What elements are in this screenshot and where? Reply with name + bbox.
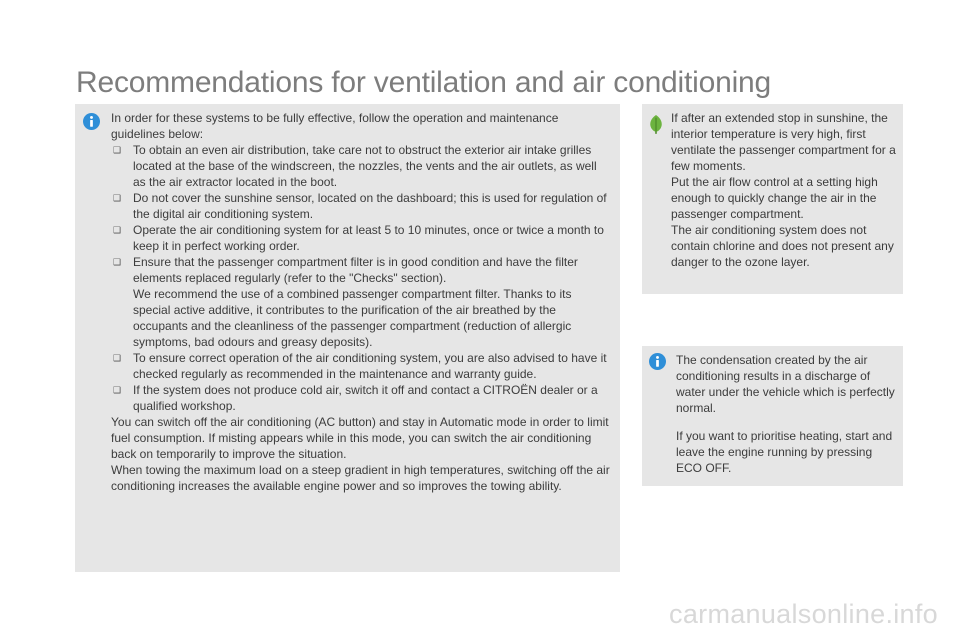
info-icon: [83, 113, 100, 130]
outro-text: You can switch off the air conditioning (AC button) and stay in Automatic mode in order to limit fuel consumption. If misting appears while in this mode, you can switch the air conditioning back on temporarily to improve the situation.: [111, 415, 609, 461]
list-item-text: Operate the air conditioning system for at least 5 to 10 minutes, once or twice a month to keep it in perfect working order.: [133, 223, 604, 253]
list-item: [111, 190, 612, 222]
page-title: Recommendations for ventilation and air conditioning: [76, 66, 772, 99]
condensation-box: [642, 346, 903, 486]
checkbox-bullet-icon: ❑: [113, 225, 122, 235]
info-icon: [649, 353, 666, 370]
checkbox-bullet-icon: ❑: [113, 145, 122, 155]
condensation-text: The condensation created by the air conditioning results in a discharge of water under the vehicle which is perfectly normal.: [676, 353, 895, 415]
list-item-text: Ensure that the passenger compartment filter is in good condition and have the filter elements replaced regularly (refer to the "Checks" section).: [133, 255, 578, 285]
checkbox-bullet-icon: ❑: [113, 257, 122, 267]
eco-tip-text: The air conditioning system does not contain chlorine and does not present any danger to the ozone layer.: [671, 223, 894, 269]
condensation-text: If you want to prioritise heating, start and leave the engine running by pressing ECO OFF.: [676, 429, 893, 475]
list-item-text: To ensure correct operation of the air conditioning system, you are also advised to have it checked regularly as recommended in the maintenance and warranty guide.: [133, 351, 607, 381]
list-item: [111, 350, 612, 382]
checkbox-bullet-icon: ❑: [113, 193, 122, 203]
list-item: [111, 382, 612, 414]
eco-tip-box: [642, 104, 903, 294]
list-item-text: If the system does not produce cold air, switch it off and contact a CITROËN dealer or a qualified workshop.: [133, 383, 598, 413]
recommendations-list: [111, 142, 612, 414]
list-item: [111, 254, 612, 350]
watermark: carmanualsonline.info: [669, 599, 938, 629]
list-item-extra-text: We recommend the use of a combined passenger compartment filter. Thanks to its special active additive, it contributes to the purification of the air breathed by the occupants and the cleanliness of the passenger compartment (reduction of allergic symptoms, bad odours and greasy deposits).: [133, 287, 572, 349]
checkbox-bullet-icon: ❑: [113, 385, 122, 395]
recommendations-box: [75, 104, 620, 572]
intro-text: In order for these systems to be fully effective, follow the operation and maintenance guidelines below:: [111, 111, 559, 141]
list-item: [111, 142, 612, 190]
eco-tip-text: If after an extended stop in sunshine, the interior temperature is very high, first ventilate the passenger compartment for a few moments.: [671, 111, 896, 173]
outro-text: When towing the maximum load on a steep gradient in high temperatures, switching off the air conditioning increases the available engine power and so improves the towing ability.: [111, 463, 610, 493]
list-item-text: To obtain an even air distribution, take care not to obstruct the exterior air intake grilles located at the base of the windscreen, the nozzles, the vents and the air outlets, as well as the air extractor located in the boot.: [133, 143, 597, 189]
eco-tip-text: Put the air flow control at a setting high enough to quickly change the air in the passenger compartment.: [671, 175, 878, 221]
list-item-text: Do not cover the sunshine sensor, located on the dashboard; this is used for regulation of the digital air conditioning system.: [133, 191, 607, 221]
list-item: [111, 222, 612, 254]
checkbox-bullet-icon: ❑: [113, 353, 122, 363]
leaf-icon: [647, 114, 665, 134]
